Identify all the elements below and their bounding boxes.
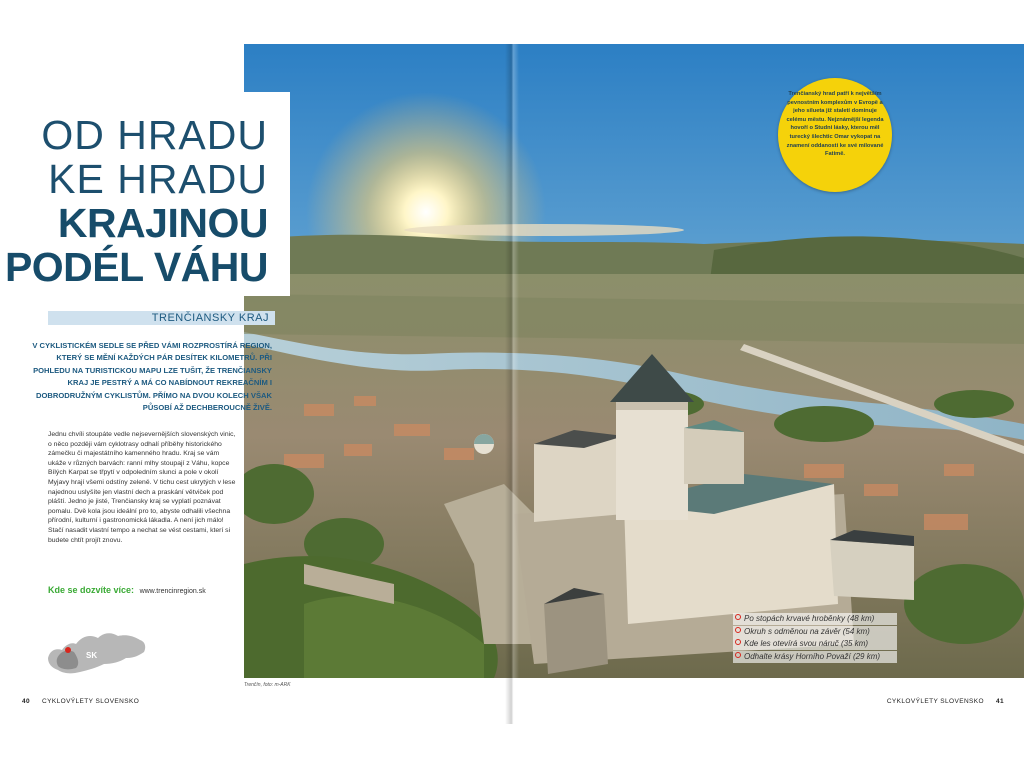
page-number-left: 40 bbox=[22, 698, 31, 705]
headline-line-4: PODÉL VÁHU bbox=[4, 244, 268, 290]
route-item bbox=[733, 651, 897, 663]
more-info bbox=[48, 585, 206, 595]
more-info-label: Kde se dozvíte více: bbox=[48, 585, 135, 595]
headline-line-1: OD HRADU bbox=[41, 112, 268, 158]
route-label: Odhalte krásy Horního Považí (29 km) bbox=[744, 651, 881, 661]
region-bar bbox=[48, 311, 275, 325]
bullet-icon bbox=[735, 639, 741, 645]
slovakia-map bbox=[46, 628, 148, 678]
route-item bbox=[733, 626, 897, 638]
footer-right bbox=[887, 698, 1004, 705]
intro-paragraph: V CYKLISTICKÉM SEDLE SE PŘED VÁMI ROZPROSTÍRÁ REGION, KTERÝ SE MĚNÍ KAŽDÝCH PÁR DESÍTEK KILOMETRŮ. PŘI POHLEDU NA TURISTICKOU MAPU LZE TUŠIT, ŽE TRENČIANSKY KRAJ JE PESTRÝ A MÁ CO NABÍDNOUT REKREAČNÍM I DOBRODRUŽNÝM CYKLISTŮM. PŘÍMO NA DVOU KOLECH VŠAK PŮSOBÍ AŽ DECHBEROUCNĚ ŽIVĚ. bbox=[32, 341, 272, 413]
photo-caption: Trenčín, foto: m-ARK bbox=[244, 682, 291, 688]
route-item bbox=[733, 613, 897, 625]
route-label: Kde les otevírá svou náruč (35 km) bbox=[744, 639, 869, 648]
region-label: TRENČIANSKY KRAJ bbox=[151, 312, 269, 324]
running-title-left: CYKLOVÝLETY SLOVENSKO bbox=[42, 698, 140, 705]
headline-line-3: KRAJINOU bbox=[57, 200, 268, 246]
route-label: Okruh s odměnou na závěr (54 km) bbox=[744, 626, 870, 636]
map-label: SK bbox=[86, 651, 98, 660]
castle-aerial-photo bbox=[244, 44, 1024, 678]
headline-panel bbox=[0, 92, 290, 296]
bullet-icon bbox=[735, 652, 741, 658]
route-label: Po stopách krvavé hroběnky (48 km) bbox=[744, 614, 875, 623]
running-title-right: CYKLOVÝLETY SLOVENSKO bbox=[886, 698, 984, 705]
footer-left bbox=[22, 698, 139, 705]
body-paragraph: Jednu chvíli stoupáte vedle nejsevernějších slovenských vinic, o něco později vám cyklotrasy odhalí příběhy historického zámečku či majestátního kamenného hradu. Kraj se vám ukáže v různých barvách: ranní mlhy stoupají z Váhu, kopce Bílých Karpat se třpytí v odpoledním slunci a pole v okolí Myjavy hrají všemi odstíny zeleně. V tichu cest ukrytých v lese najednou uslyšíte jen vlastní dech a praskání větviček pod pláští. Jedno je jisté, Trenčiansky kraj se vyplatí poznávat pomalu. Dvě kola jsou ideální pro to, abyste odhalili všechna přírodní, kulturní i gastronomická lákadla. A není jich málo! Stačí nasadit vlastní tempo a nechat se vést cestami, kterí si budete chtít projít znovu. bbox=[48, 431, 236, 544]
page-number-right: 41 bbox=[995, 698, 1004, 705]
more-info-link[interactable]: www.trencinregion.sk bbox=[139, 588, 206, 595]
page-gutter bbox=[505, 44, 519, 724]
location-marker-icon bbox=[65, 647, 71, 653]
headline-line-2: KE HRADU bbox=[48, 156, 268, 202]
route-item bbox=[733, 638, 897, 650]
fact-bubble-text: Trenčianský hrad patří k největším pevnostním komplexům v Evropě a jeho silueta již staletí dominuje celému městu. Nejznámější legenda hovoří o Studni lásky, kterou měl turecký šlechtic Omar vykopat na znamení oddanosti ke své milované Fatimě. bbox=[786, 91, 884, 158]
route-list bbox=[733, 613, 897, 663]
fact-bubble bbox=[778, 78, 892, 192]
bullet-icon bbox=[735, 614, 741, 620]
bullet-icon bbox=[735, 627, 741, 633]
